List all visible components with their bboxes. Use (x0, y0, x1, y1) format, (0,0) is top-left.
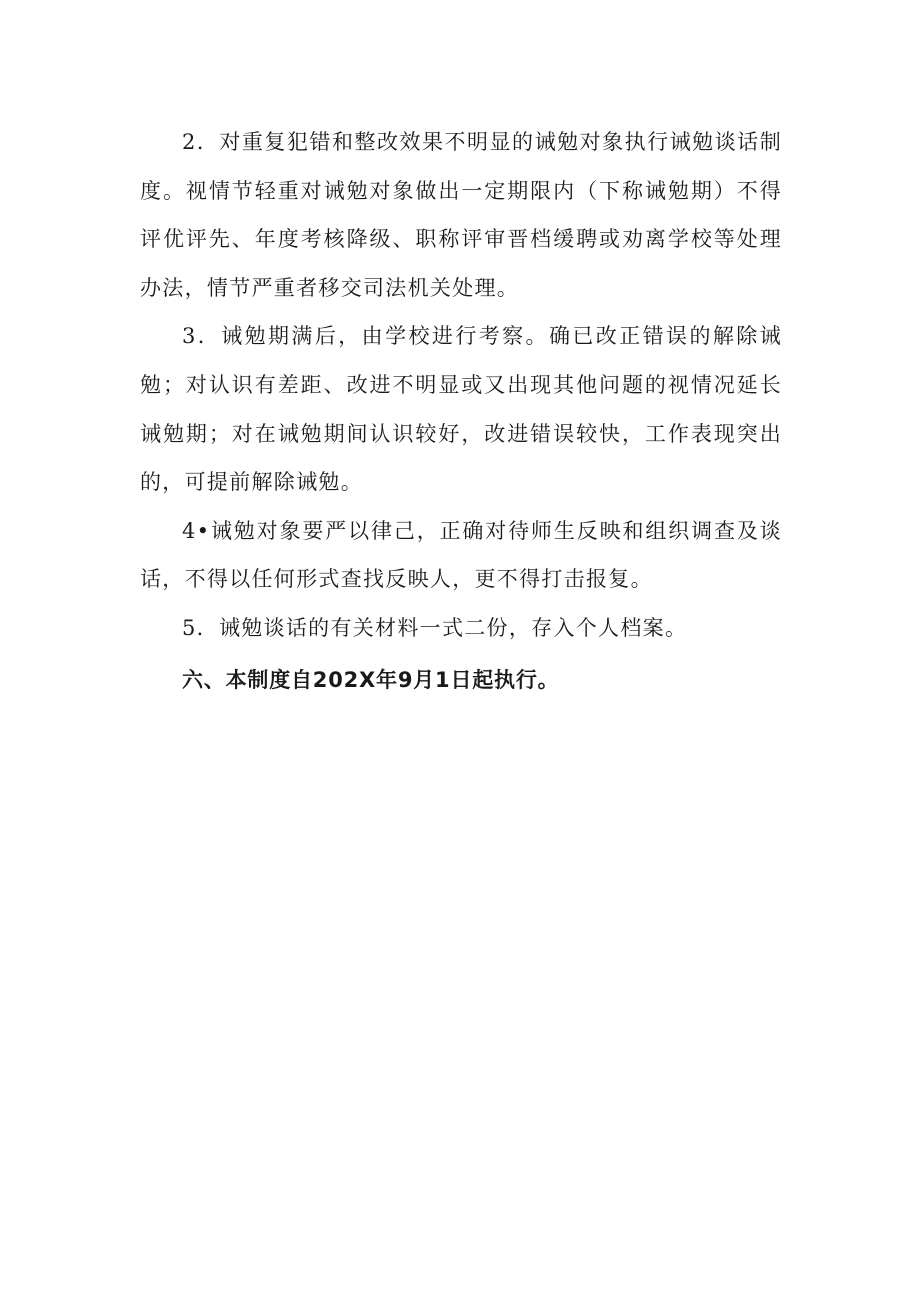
paragraph-item-3: 3．诫勉期满后，由学校进行考察。确已改正错误的解除诫勉；对认识有差距、改进不明显或又出现其他问题的视情况延长诫勉期；对在诫勉期间认识较好，改进错误较快，工作表现突出的，可提前解除诫勉。 (140, 324, 782, 495)
paragraph-item-5: 5．诫勉谈话的有关材料一式二份，存入个人档案。 (182, 615, 688, 640)
paragraph-item-2: 2．对重复犯错和整改效果不明显的诫勉对象执行诫勉谈话制度。视情节轻重对诫勉对象做出一定期限内（下称诫勉期）不得评优评先、年度考核降级、职称评审晋档缓聘或劝离学校等处理办法，情节严重者移交司法机关处理。 (140, 130, 782, 300)
paragraph-item-4: 4•诫勉对象要严以律己，正确对待师生反映和组织调查及谈话，不得以任何形式查找反映人，更不得打击报复。 (140, 518, 782, 592)
document-body (140, 118, 782, 704)
effective-date-clause: 六、本制度自202X年9月1日起执行。 (182, 667, 560, 692)
